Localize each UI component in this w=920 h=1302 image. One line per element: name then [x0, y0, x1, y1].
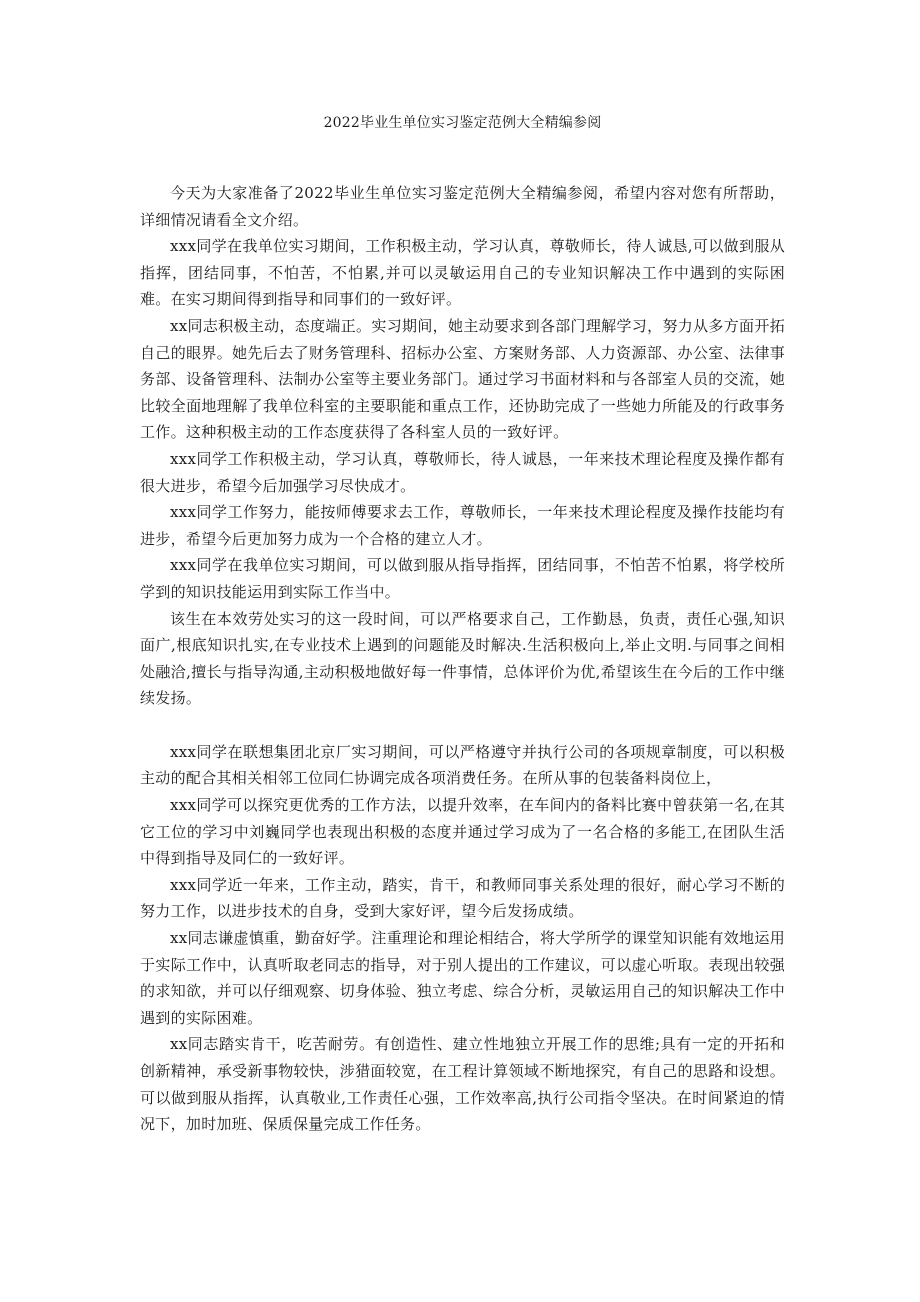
paragraph: 该生在本效劳处实习的这一段时间，可以严格要求自己，工作勤恳，负责，责任心强,知识面广,根底知识扎实,在专业技术上遇到的问题能及时解决.生活积极向上,举止文明.与同事之间相处融洽,擅长与指导沟通,主动积极地做好每一件事情，总体评价为优,希望该生在今后的工作中继续发扬。	[140, 609, 785, 708]
section-two	[140, 739, 785, 1138]
section-one	[140, 180, 785, 712]
paragraph-intro: 今天为大家准备了2022毕业生单位实习鉴定范例大全精编参阅，希望内容对您有所帮助，详细情况请看全文介绍。	[140, 184, 785, 229]
paragraph: xxx同学在联想集团北京厂实习期间，可以严格遵守并执行公司的各项规章制度，可以积极主动的配合其相关相邻工位同仁协调完成各项消费任务。在所从事的包装备料岗位上，	[140, 742, 785, 788]
document-page	[140, 112, 785, 1138]
paragraph: xxx同学工作积极主动，学习认真，尊敬师长，待人诚恳，一年来技术理论程度及操作都有很大进步，希望今后加强学习尽快成才。	[140, 449, 785, 495]
paragraph: xx同志谦虚慎重，勤奋好学。注重理论和理论相结合，将大学所学的课堂知识能有效地运用于实际工作中，认真听取老同志的指导，对于别人提出的工作建议，可以虚心听取。表现出较强的求知欲，并可以仔细观察、切身体验、独立考虑、综合分析，灵敏运用自己的知识解决工作中遇到的实际困难。	[140, 929, 785, 1027]
document-title: 2022毕业生单位实习鉴定范例大全精编参阅	[323, 115, 602, 131]
paragraph: xx同志积极主动，态度端正。实习期间，她主动要求到各部门理解学习，努力从多方面开拓自己的眼界。她先后去了财务管理科、招标办公室、方案财务部、人力资源部、办公室、法律事务部、设备管理科、法制办公室等主要业务部门。通过学习书面材料和与各部室人员的交流，她比较全面地理解了我单位科室的主要职能和重点工作，还协助完成了一些她力所能及的行政事务工作。这种积极主动的工作态度获得了各科室人员的一致好评。	[140, 316, 785, 442]
paragraph: xx同志踏实肯干，吃苦耐劳。有创造性、建立性地独立开展工作的思维;具有一定的开拓和创新精神，承受新事物较快，涉猎面较宽，在工程计算领域不断地探究，有自己的思路和设想。可以做到服从指挥，认真敬业,工作责任心强，工作效率高,执行公司指令坚决。在时间紧迫的情况下，加时加班、保质保量完成工作任务。	[140, 1035, 785, 1134]
section-divider-space	[140, 712, 785, 739]
paragraph: xxx同学近一年来，工作主动，踏实，肯干，和教师同事关系处理的很好，耐心学习不断的努力工作，以进步技术的自身，受到大家好评，望今后发扬成绩。	[140, 875, 785, 921]
paragraph: xxx同学在我单位实习期间，工作积极主动，学习认真，尊敬师长，待人诚恳,可以做到服从指挥，团结同事，不怕苦，不怕累,并可以灵敏运用自己的专业知识解决工作中遇到的实际困难。在实习期间得到指导和同事们的一致好评。	[140, 237, 785, 309]
paragraph: xxx同学在我单位实习期间，可以做到服从指导指挥，团结同事，不怕苦不怕累，将学校所学到的知识技能运用到实际工作当中。	[140, 556, 785, 601]
paragraph: xxx同学可以探究更优秀的工作方法，以提升效率，在车间内的备料比赛中曾获第一名,在其它工位的学习中刘巍同学也表现出积极的态度并通过学习成为了一名合格的多能工,在团队生活中得到指导及同仁的一致好评。	[140, 796, 785, 868]
paragraph: xxx同学工作努力，能按师傅要求去工作，尊敬师长，一年来技术理论程度及操作技能均有进步，希望今后更加努力成为一个合格的建立人才。	[140, 503, 785, 548]
